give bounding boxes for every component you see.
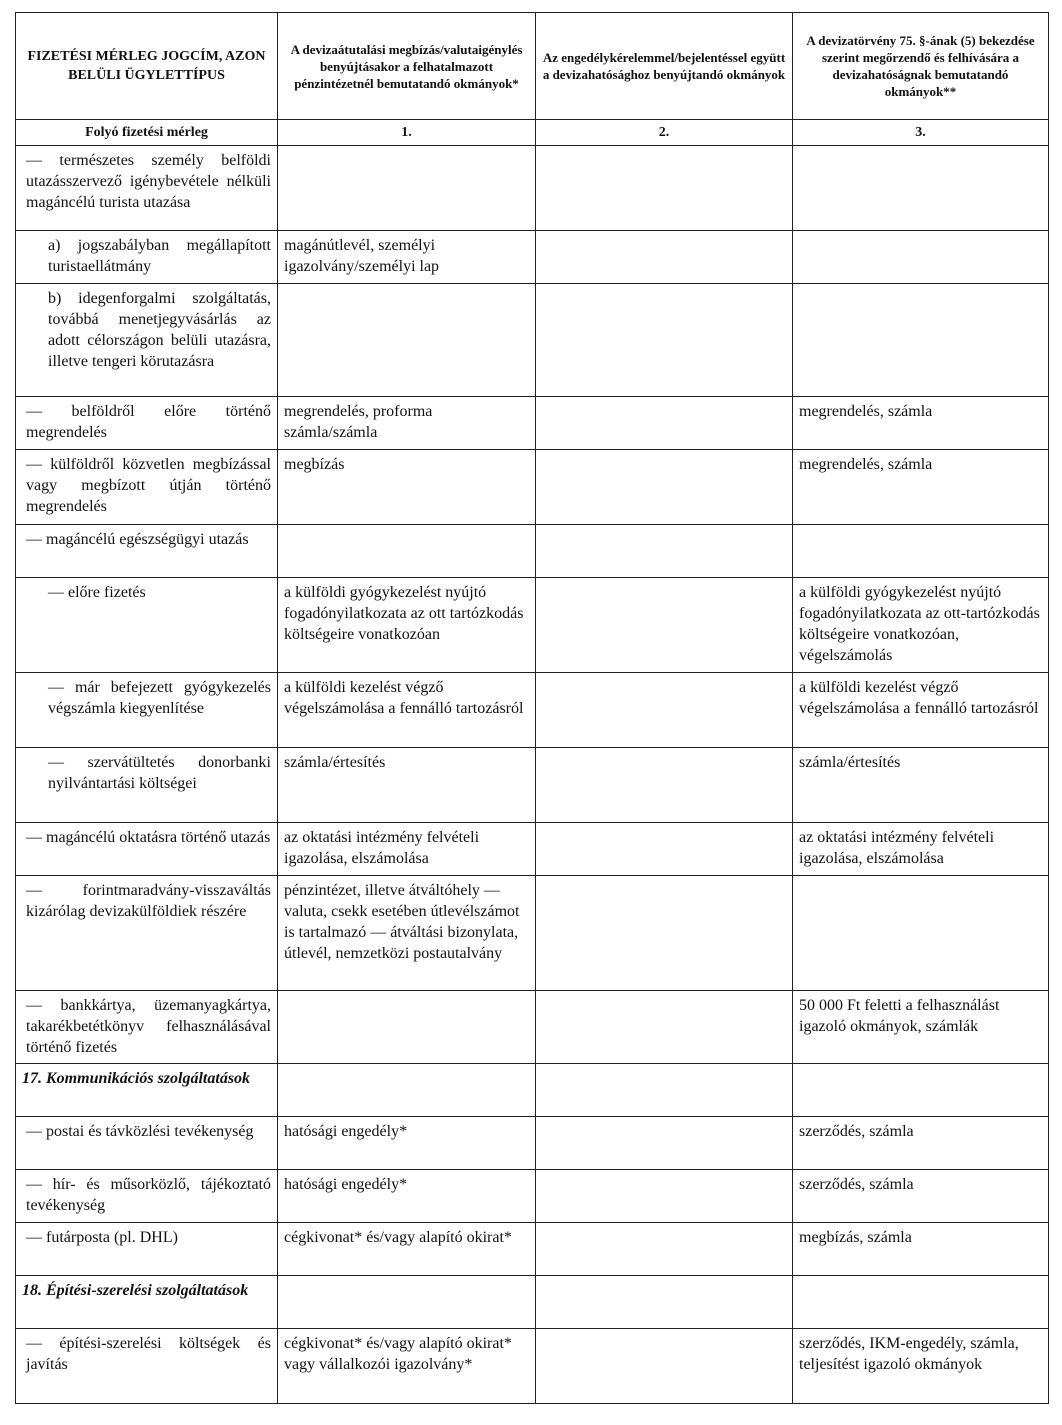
row-cell-col3 [793, 876, 1049, 991]
row-cell-col1 [278, 1064, 536, 1117]
row-cell-col1: pénzintézet, illetve átváltóhely — valuta, csekk esetében útlevélszámot is tartalmazó — átváltási bizonylata, útlevél, nemzetközi postautalvány [278, 876, 536, 991]
row-cell-col1: hatósági engedély* [278, 1117, 536, 1170]
row-cell-col2 [536, 284, 793, 397]
row-cell-col2 [536, 578, 793, 673]
row-cell-col1: az oktatási intézmény felvételi igazolása, elszámolása [278, 823, 536, 876]
row-label: b) idegenforgalmi szolgáltatás, továbbá menetjegyvásárlás az adott célországon belüli utazásra, illetve tengeri körutazásra [16, 284, 278, 397]
table-row [16, 146, 1049, 231]
row-cell-col2 [536, 876, 793, 991]
table-row [16, 578, 1049, 673]
column-number-3: 3. [793, 120, 1049, 146]
row-cell-col2 [536, 1117, 793, 1170]
row-cell-col2 [536, 823, 793, 876]
row-cell-col2 [536, 1170, 793, 1223]
row-cell-col1 [278, 525, 536, 578]
table-row [16, 284, 1049, 397]
section-title: 17. Kommunikációs szolgáltatások [16, 1064, 278, 1117]
row-cell-col3: a külföldi gyógykezelést nyújtó fogadónyilatkozata az ott-tartózkodás költségeire vonatkozóan, végelszámolás [793, 578, 1049, 673]
row-cell-col2 [536, 1276, 793, 1329]
row-cell-col1 [278, 991, 536, 1064]
row-cell-col3 [793, 1276, 1049, 1329]
header-col-3: A devizatörvény 75. §-ának (5) bekezdése szerint megőrzendő és felhívására a devizahatóságnak bemutatandó okmányok** [793, 13, 1049, 120]
table-row [16, 748, 1049, 823]
row-cell-col3: megrendelés, számla [793, 450, 1049, 525]
row-cell-col3: szerződés, számla [793, 1170, 1049, 1223]
table-row [16, 450, 1049, 525]
row-cell-col3: megbízás, számla [793, 1223, 1049, 1276]
row-cell-col1 [278, 146, 536, 231]
row-cell-col2 [536, 1064, 793, 1117]
row-cell-col2 [536, 525, 793, 578]
row-label: — belföldről előre történő megrendelés [16, 397, 278, 450]
row-cell-col1: magánútlevél, személyi igazolvány/személyi lap [278, 231, 536, 284]
row-cell-col2 [536, 397, 793, 450]
table-row [16, 1117, 1049, 1170]
table-row [16, 525, 1049, 578]
row-label: — már befejezett gyógykezelés végszámla kiegyenlítése [16, 673, 278, 748]
section-row [16, 1276, 1049, 1329]
row-cell-col2 [536, 450, 793, 525]
header-row [16, 13, 1049, 120]
row-cell-col1 [278, 284, 536, 397]
row-cell-col3: számla/értesítés [793, 748, 1049, 823]
row-label: — futárposta (pl. DHL) [16, 1223, 278, 1276]
row-label: — magáncélú oktatásra történő utazás [16, 823, 278, 876]
row-cell-col1 [278, 1276, 536, 1329]
row-label: — külföldről közvetlen megbízással vagy megbízott útján történő megrendelés [16, 450, 278, 525]
row-label: — forintmaradvány-visszaváltás kizárólag devizakülföldiek részére [16, 876, 278, 991]
row-cell-col2 [536, 1223, 793, 1276]
row-cell-col1: cégkivonat* és/vagy alapító okirat* [278, 1223, 536, 1276]
row-cell-col3 [793, 284, 1049, 397]
row-label: — bankkártya, üzemanyagkártya, takarékbetétkönyv felhasználásával történő fizetés [16, 991, 278, 1064]
table-row [16, 1170, 1049, 1223]
table-row [16, 673, 1049, 748]
row-label: — szervátültetés donorbanki nyilvántartási költségei [16, 748, 278, 823]
row-cell-col2 [536, 991, 793, 1064]
table-row [16, 991, 1049, 1064]
table-row [16, 1329, 1049, 1404]
row-cell-col1: számla/értesítés [278, 748, 536, 823]
header-col-2: Az engedélykérelemmel/bejelentéssel együtt a devizahatósághoz benyújtandó okmányok [536, 13, 793, 120]
row-cell-col3: szerződés, számla [793, 1117, 1049, 1170]
regulation-table [15, 12, 1049, 1404]
row-label: — építési-szerelési költségek és javítás [16, 1329, 278, 1404]
row-cell-col1: megrendelés, proforma számla/számla [278, 397, 536, 450]
column-number-1: 1. [278, 120, 536, 146]
section-row [16, 1064, 1049, 1117]
table-row [16, 397, 1049, 450]
table-row [16, 1223, 1049, 1276]
row-cell-col2 [536, 748, 793, 823]
header-col-0: FIZETÉSI MÉRLEG JOGCÍM, AZON BELÜLI ÜGYLETTÍPUS [16, 13, 278, 120]
section-title: 18. Építési-szerelési szolgáltatások [16, 1276, 278, 1329]
row-cell-col1: megbízás [278, 450, 536, 525]
row-cell-col2 [536, 231, 793, 284]
header-col-1: A devizaátutalási megbízás/valutaigénylés benyújtásakor a felhatalmazott pénzintézetnél bemutatandó okmányok* [278, 13, 536, 120]
row-label: — postai és távközlési tevékenység [16, 1117, 278, 1170]
row-cell-col3: szerződés, IKM-engedély, számla, teljesítést igazoló okmányok [793, 1329, 1049, 1404]
row-cell-col1: a külföldi gyógykezelést nyújtó fogadónyilatkozata az ott tartózkodás költségeire vonatkozóan [278, 578, 536, 673]
row-cell-col1: a külföldi kezelést végző végelszámolása a fennálló tartozásról [278, 673, 536, 748]
row-cell-col1: hatósági engedély* [278, 1170, 536, 1223]
row-cell-col3 [793, 231, 1049, 284]
number-row [16, 120, 1049, 146]
number-row-label: Folyó fizetési mérleg [16, 120, 278, 146]
row-cell-col3 [793, 525, 1049, 578]
row-cell-col2 [536, 146, 793, 231]
row-label: — előre fizetés [16, 578, 278, 673]
table-row [16, 231, 1049, 284]
row-label: — magáncélú egészségügyi utazás [16, 525, 278, 578]
table-row [16, 876, 1049, 991]
row-cell-col3: megrendelés, számla [793, 397, 1049, 450]
column-number-2: 2. [536, 120, 793, 146]
row-cell-col2 [536, 673, 793, 748]
row-cell-col2 [536, 1329, 793, 1404]
row-cell-col3 [793, 146, 1049, 231]
row-label: a) jogszabályban megállapított turistaellátmány [16, 231, 278, 284]
row-label: — hír- és műsorközlő, tájékoztató tevékenység [16, 1170, 278, 1223]
row-cell-col3: az oktatási intézmény felvételi igazolása, elszámolása [793, 823, 1049, 876]
row-cell-col3: a külföldi kezelést végző végelszámolása a fennálló tartozásról [793, 673, 1049, 748]
row-label: — természetes személy belföldi utazásszervező igénybevétele nélküli magáncélú turista utazása [16, 146, 278, 231]
table-row [16, 823, 1049, 876]
row-cell-col3: 50 000 Ft feletti a felhasználást igazoló okmányok, számlák [793, 991, 1049, 1064]
row-cell-col3 [793, 1064, 1049, 1117]
row-cell-col1: cégkivonat* és/vagy alapító okirat* vagy vállalkozói igazolvány* [278, 1329, 536, 1404]
